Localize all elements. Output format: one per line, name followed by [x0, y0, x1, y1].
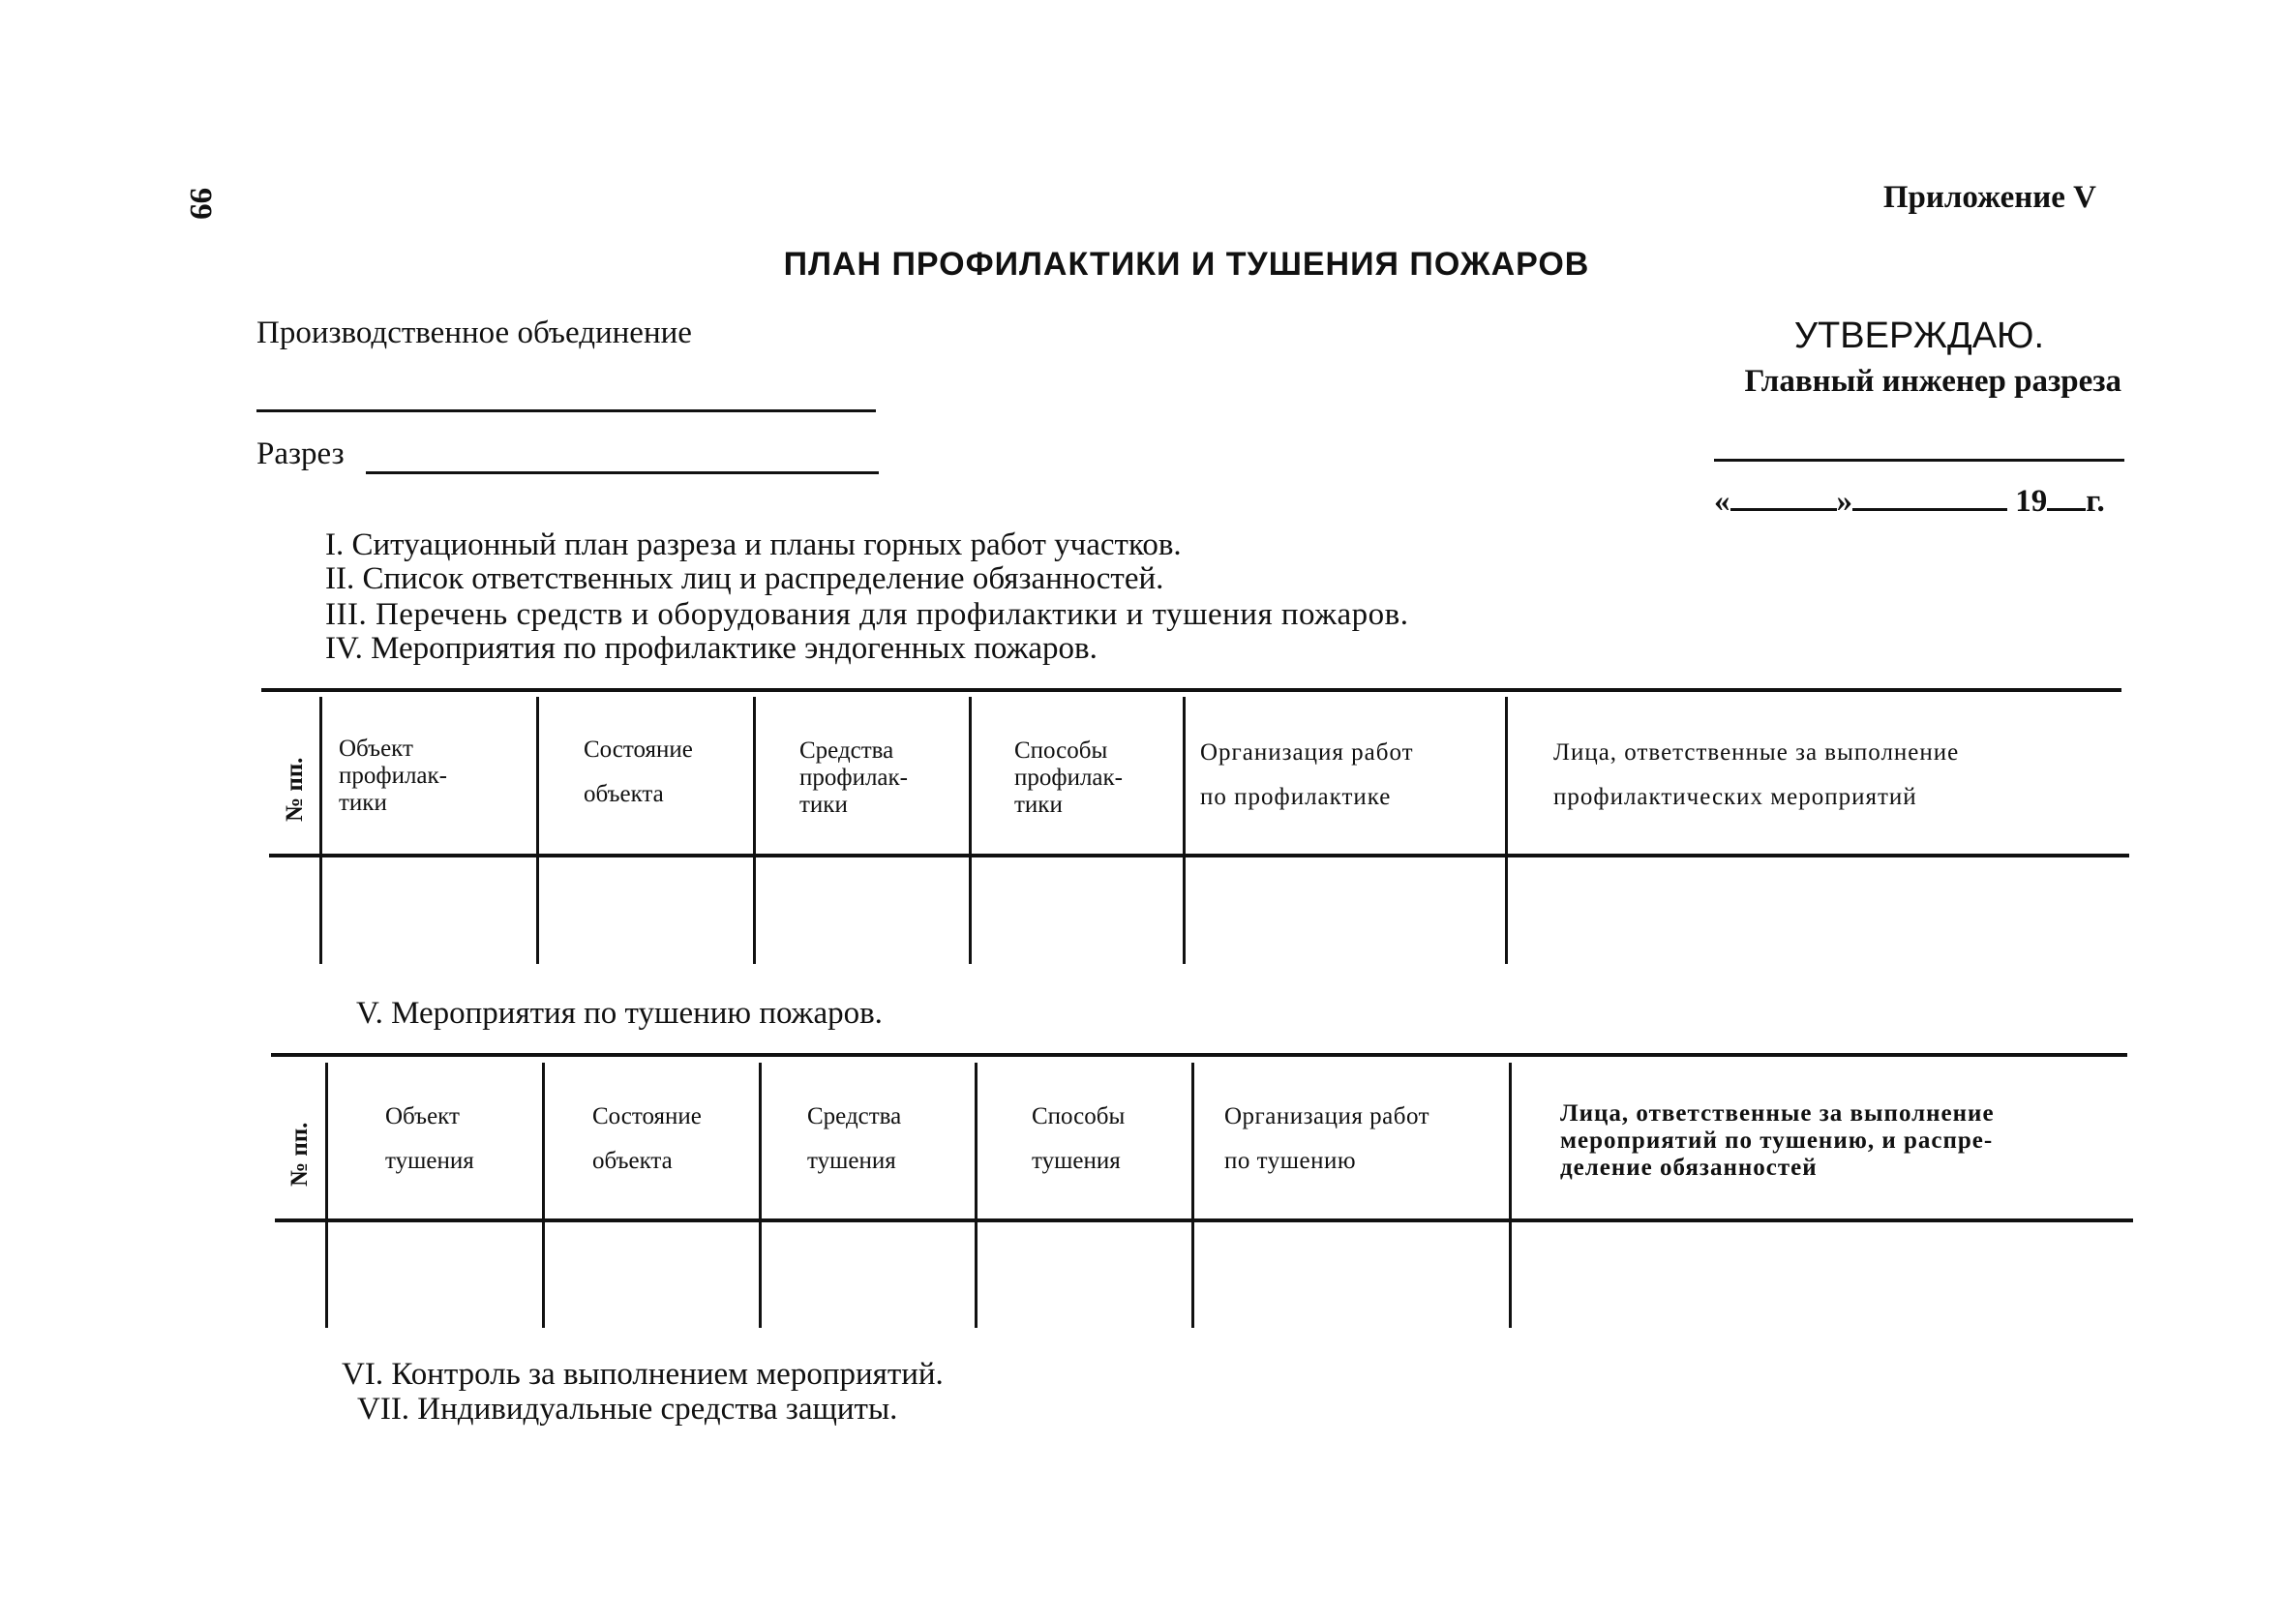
header-number: № пп.: [286, 1122, 313, 1187]
column-divider: [1183, 697, 1186, 964]
list-item: I. Ситуационный план разреза и планы горных работ участков.: [325, 527, 1182, 562]
column-divider: [1191, 1063, 1194, 1328]
header-number: № пп.: [282, 757, 308, 822]
header-organization: Организация работ по тушению: [1224, 1103, 1430, 1174]
column-divider: [753, 697, 756, 964]
section-5-heading: V. Мероприятия по тушению пожаров.: [356, 996, 883, 1031]
header-state: Состояние объекта: [584, 737, 693, 807]
column-divider: [969, 697, 972, 964]
column-divider: [319, 697, 322, 964]
header-state: Состояние объекта: [592, 1103, 702, 1174]
column-divider: [759, 1063, 762, 1328]
approve-label: УТВЕРЖДАЮ.: [1793, 316, 2044, 356]
column-divider: [975, 1063, 978, 1328]
section-field-line: [366, 471, 879, 474]
list-item: III. Перечень средств и оборудования для профилактики и тушения пожаров.: [325, 597, 1409, 632]
column-divider: [536, 697, 539, 964]
header-organization: Организация работ по профилактике: [1200, 739, 1414, 810]
table-top-rule: [261, 688, 2121, 692]
page-number: 99: [183, 188, 218, 220]
header-means: Средства профилак- тики: [799, 737, 908, 818]
association-label: Производственное объединение: [256, 316, 692, 350]
table-top-rule: [271, 1053, 2127, 1057]
header-methods: Способы тушения: [1032, 1103, 1126, 1174]
column-divider: [1509, 1063, 1512, 1328]
list-item: IV. Мероприятия по профилактике эндогенных пожаров.: [325, 631, 1098, 666]
date-close-quote: »: [1836, 484, 1852, 519]
header-object: Объект тушения: [385, 1103, 474, 1174]
approver-position: Главный инженер разреза: [1744, 364, 2121, 399]
column-divider: [1505, 697, 1508, 964]
signature-line: [1714, 459, 2124, 462]
column-divider: [542, 1063, 545, 1328]
table-header-rule: [275, 1218, 2133, 1222]
date-line: [1714, 484, 2105, 520]
header-responsible: Лица, ответственные за выполнение профилактических мероприятий: [1553, 739, 1960, 810]
header-responsible: Лица, ответственные за выполнение мероприятий по тушению, и распре- деление обязанностей: [1560, 1100, 1995, 1181]
association-field-line: [256, 409, 876, 412]
year-suffix: г.: [2086, 484, 2105, 519]
header-means: Средства тушения: [807, 1103, 902, 1174]
appendix-label: Приложение V: [1882, 180, 2096, 215]
header-object: Объект профилак- тики: [339, 736, 447, 816]
list-item: VII. Индивидуальные средства защиты.: [357, 1392, 898, 1427]
date-open-quote: «: [1714, 484, 1730, 519]
page-title: ПЛАН ПРОФИЛАКТИКИ И ТУШЕНИЯ ПОЖАРОВ: [783, 246, 1590, 283]
table-header-rule: [269, 854, 2129, 857]
column-divider: [325, 1063, 328, 1328]
list-item: VI. Контроль за выполнением мероприятий.: [342, 1357, 944, 1392]
list-item: II. Список ответственных лиц и распределение обязанностей.: [325, 561, 1164, 596]
section-label: Разрез: [256, 436, 345, 471]
year-prefix: 19: [2015, 484, 2048, 519]
header-methods: Способы профилак- тики: [1014, 737, 1123, 818]
